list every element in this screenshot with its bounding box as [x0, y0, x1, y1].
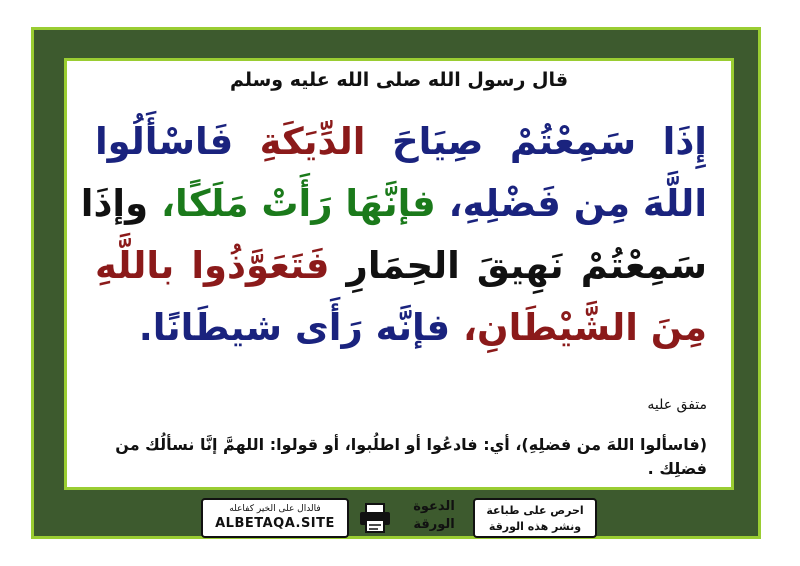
site-url[interactable]: ALBETAQA.SITE [215, 516, 335, 531]
footer [201, 498, 597, 540]
header-title: قال رسول الله صلى الله عليه وسلم [229, 69, 569, 91]
printer-icon [357, 502, 393, 534]
hadith-line-1 [95, 111, 707, 173]
hadith-line-2-part-1: اللَّهَ مِن فَضْلِهِ، [435, 182, 707, 225]
hadith-line-2-part-2: فإنَّهَا رَأَتْ مَلَكًا، [148, 182, 436, 225]
hadith-line-3-part-2: فَتَعَوَّذُوا باللَّهِ [95, 244, 330, 287]
hadith-line-1-part-1: إِذَا سَمِعْتُمْ صِيَاحَ [392, 120, 707, 163]
hadith-line-1-part-3: فَاسْأَلُوا [95, 120, 234, 163]
hadith-line-4-part-2: فإنَّه رَأَى شيطَانًا. [138, 306, 451, 349]
hadith-line-2 [80, 173, 707, 235]
hadith-source: متفق عليه [647, 397, 707, 413]
hadith-line-3 [95, 235, 707, 297]
hadith-text [80, 111, 708, 359]
print-notice-line-1: احرص على طباعة [486, 504, 584, 517]
logo-mark: الدعوة الورقة [413, 499, 455, 532]
hadith-line-1-part-2: الدِّيَكَةِ [233, 120, 392, 163]
site-box[interactable] [201, 498, 349, 538]
card [64, 58, 734, 490]
print-notice-box [473, 498, 597, 538]
hadith-line-4 [95, 297, 707, 359]
site-slogan: فالدال على الخير كفاعله [229, 504, 321, 514]
print-notice-line-2: ونشر هذه الورقة [488, 520, 582, 533]
explanation-text: (فاسألوا اللهَ من فضلِهِ)، أي: فادعُوا أو اطلُبوا، أو قولوا: اللهمَّ إنَّا نسألُك من فضلِك . [115, 435, 707, 478]
hadith-line-2-part-3: وإذَا [80, 182, 149, 225]
hadith-line-3-part-1: سَمِعْتُمْ نَهِيقَ الحِمَارِ [329, 244, 708, 287]
hadith-line-4-part-1: مِنَ الشَّيْطَانِ، [450, 306, 707, 349]
